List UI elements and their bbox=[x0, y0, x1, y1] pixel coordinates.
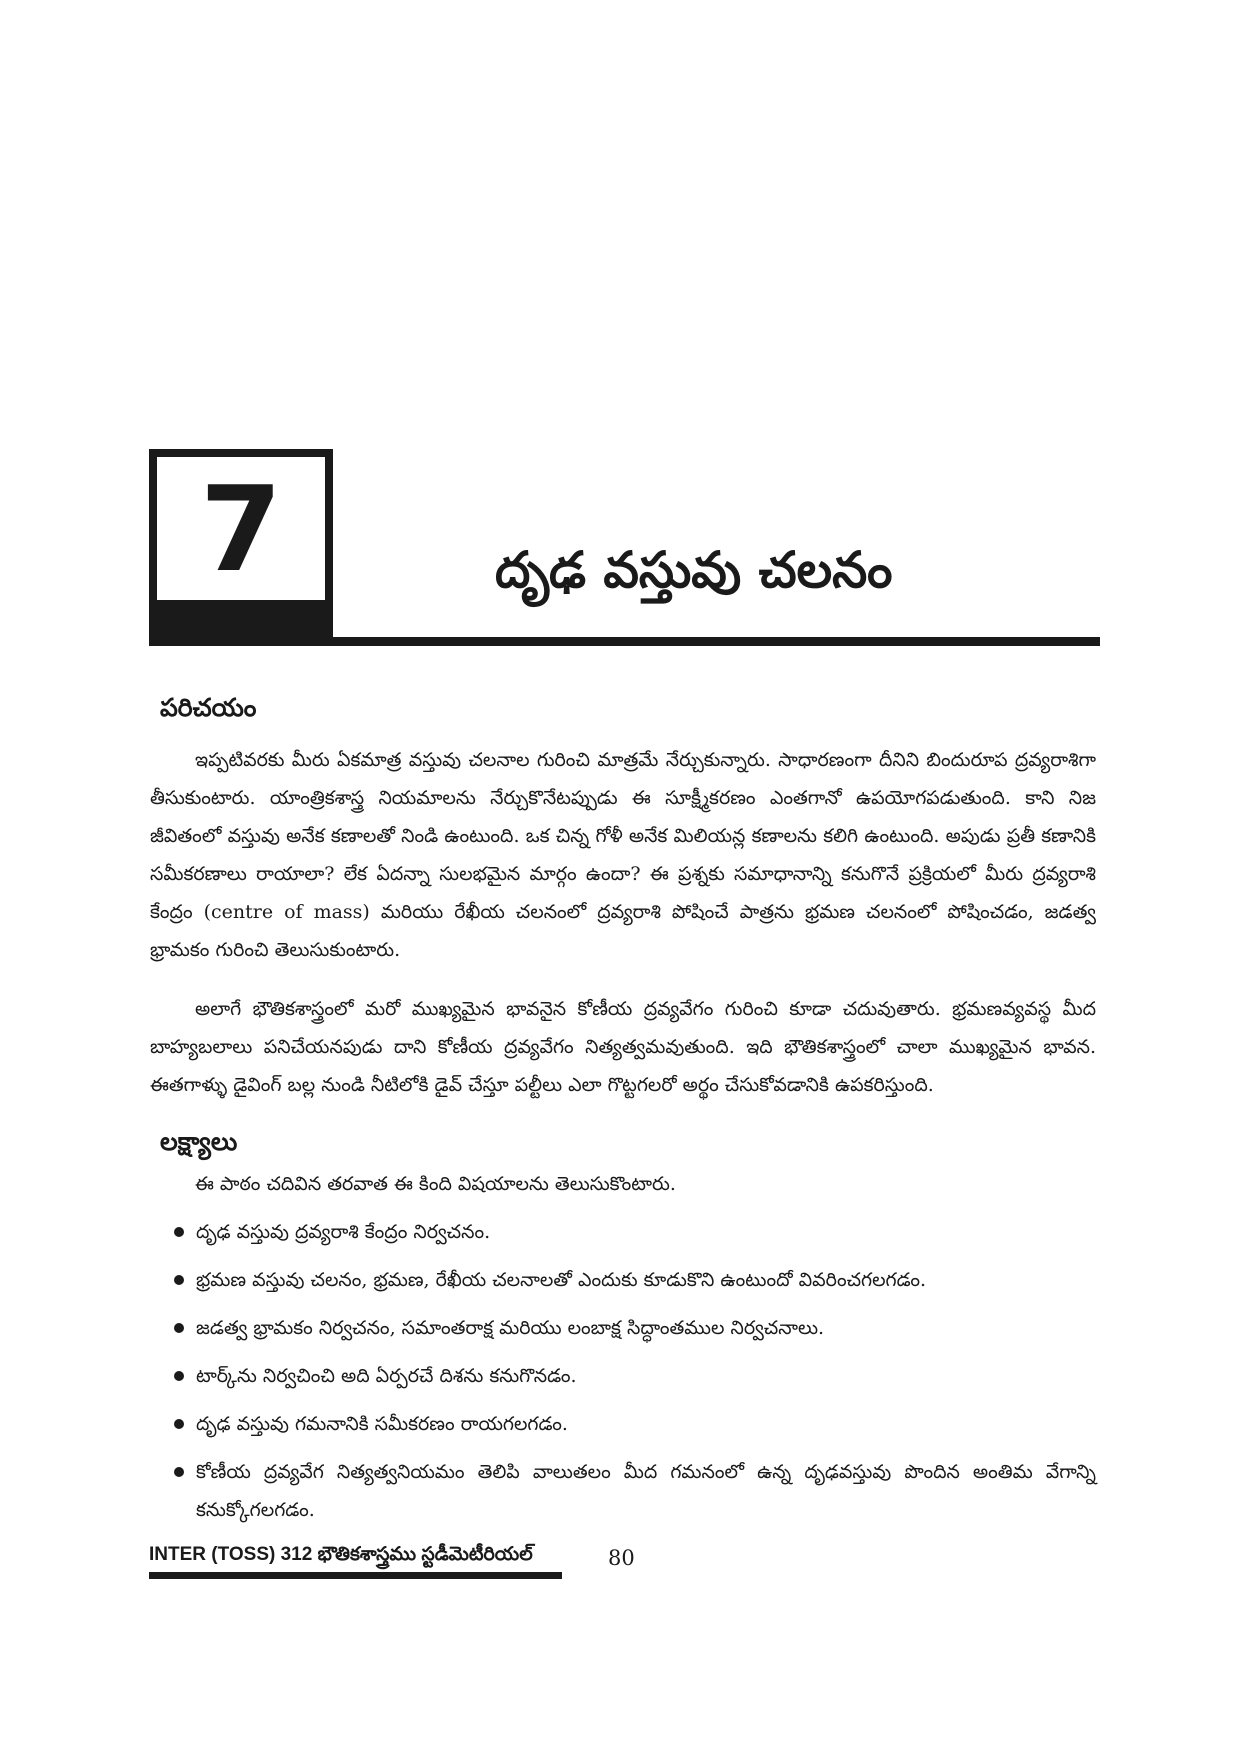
chapter-number: 7 bbox=[199, 459, 283, 598]
objective-item bbox=[150, 1213, 1096, 1251]
objective-item bbox=[150, 1309, 1096, 1347]
bullet-icon bbox=[174, 1323, 184, 1333]
footer-label: INTER (TOSS) 312 భౌతికశాస్త్రము స్టడీమెటీరియల్ bbox=[149, 1544, 533, 1565]
introduction-paragraph-2: అలాగే భౌతికశాస్త్రంలో మరో ముఖ్యమైన భావనైన కోణీయ ద్రవ్యవేగం గురించి కూడా చదువుతారు. భ్రమణవ్యవస్థ మీద బాహ్యబలాలు పనిచేయనపుడు దాని కోణీయ ద్రవ్యవేగం నిత్యత్వమవుతుంది. ఇది భౌతికశాస్త్రంలో చాలా ముఖ్యమైన భావన. ఈతగాళ్ళు డైవింగ్ బల్ల నుండి నీటిలోకి డైవ్ చేస్తూ పల్టీలు ఎలా గొట్టగలరో అర్థం చేసుకోవడానికి ఉపకరిస్తుంది. bbox=[150, 998, 1096, 1096]
introduction-paragraph-1: ఇప్పటివరకు మీరు ఏకమాత్ర వస్తువు చలనాల గురించి మాత్రమే నేర్చుకున్నారు. సాధారణంగా దీనిని బిందురూప ద్రవ్యరాశిగా తీసుకుంటారు. యాంత్రికశాస్త్ర నియమాలను నేర్చుకొనేటప్పుడు ఈ సూక్ష్మీకరణం ఎంతగానో ఉపయోగపడుతుంది. కాని నిజ జీవితంలో వస్తువు అనేక కణాలతో నిండి ఉంటుంది. ఒక చిన్న గోళీ అనేక మిలియన్ల కణాలను కలిగి ఉంటుంది. అపుడు ప్రతీ కణానికి సమీకరణాలు రాయాలా? లేక ఏదన్నా సులభమైన మార్గం ఉందా? ఈ ప్రశ్నకు సమాధానాన్ని కనుగొనే ప్రక్రియలో మీరు ద్రవ్యరాశి కేంద్రం (centre of mass) మరియు రేఖీయ చలనంలో ద్రవ్యరాశి పోషించే పాత్రను భ్రమణ చలనంలో పోషించడం, జడత్వ భ్రామకం గురించి తెలుసుకుంటారు. bbox=[150, 749, 1096, 961]
objective-text: దృఢ వస్తువు ద్రవ్యరాశి కేంద్రం నిర్వచనం. bbox=[196, 1221, 491, 1243]
objective-text: టార్క్‌ను నిర్వచించి అది ఏర్పరచే దిశను కనుగొనడం. bbox=[196, 1365, 577, 1387]
chapter-number-box-inner bbox=[157, 457, 325, 600]
bullet-icon bbox=[174, 1371, 184, 1381]
objectives-list bbox=[150, 1213, 1096, 1539]
bullet-icon bbox=[174, 1419, 184, 1429]
bullet-icon bbox=[174, 1467, 184, 1477]
footer-rule bbox=[149, 1572, 562, 1579]
objective-item bbox=[150, 1261, 1096, 1299]
objective-text: భ్రమణ వస్తువు చలనం, భ్రమణ, రేఖీయ చలనాలతో ఎందుకు కూడుకొని ఉంటుందో వివరించగలగడం. bbox=[196, 1269, 927, 1291]
objective-text: జడత్వ భ్రామకం నిర్వచనం, సమాంతరాక్ష మరియు లంబాక్ష సిద్ధాంతముల నిర్వచనాలు. bbox=[196, 1317, 825, 1339]
introduction-heading: పరిచయం bbox=[160, 693, 257, 722]
objective-text: కోణీయ ద్రవ్యవేగ నిత్యత్వనియమం తెలిపి వాలుతలం మీద గమనంలో ఉన్న దృఢవస్తువు పొందిన అంతిమ వేగాన్ని కనుక్కోగలగడం. bbox=[196, 1461, 1096, 1521]
bullet-icon bbox=[174, 1275, 184, 1285]
objectives-intro: ఈ పాఠం చదివిన తరవాత ఈ కింది విషయాలను తెలుసుకొంటారు. bbox=[195, 1173, 676, 1195]
objective-item bbox=[150, 1453, 1096, 1529]
objective-item bbox=[150, 1405, 1096, 1443]
chapter-title: దృఢ వస్తువు చలనం bbox=[495, 541, 893, 599]
page-number: 80 bbox=[608, 1546, 635, 1570]
chapter-number-box bbox=[149, 449, 333, 645]
objective-text: దృఢ వస్తువు గమనానికి సమీకరణం రాయగలగడం. bbox=[196, 1413, 568, 1435]
bullet-icon bbox=[174, 1227, 184, 1237]
objectives-heading: లక్ష్యాలు bbox=[160, 1127, 238, 1156]
chapter-title-rule bbox=[149, 637, 1100, 646]
objective-item bbox=[150, 1357, 1096, 1395]
